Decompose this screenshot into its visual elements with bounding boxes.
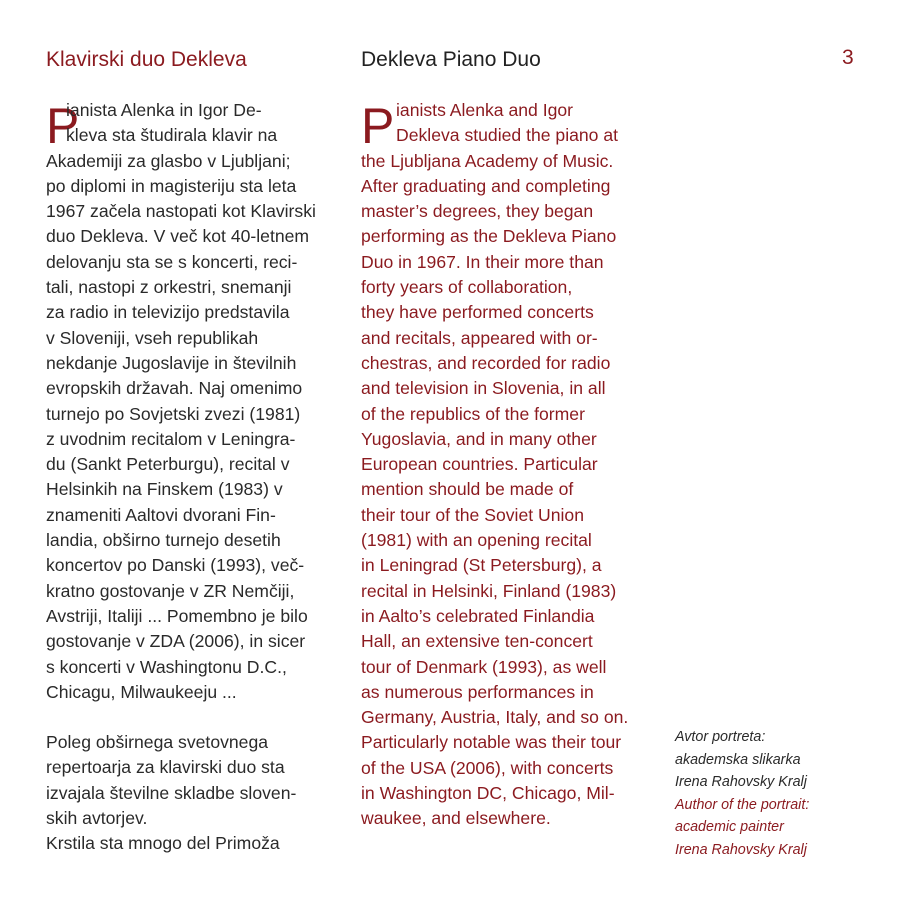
text-line: Avstriji, Italiji ... Pomembno je bilo	[46, 605, 308, 626]
title-english: Dekleva Piano Duo	[361, 48, 541, 71]
text-line: the Ljubljana Academy of Music.	[361, 150, 614, 171]
text-line: forty years of collaboration,	[361, 277, 573, 298]
text-line: po diplomi in magisteriju sta leta	[46, 175, 297, 196]
text-line: Poleg obširnega svetovnega	[46, 732, 269, 753]
slovene-column	[46, 98, 316, 857]
page-number: 3	[842, 46, 854, 69]
text-line: Hall, an extensive ten-concert	[361, 631, 593, 652]
text-line: European countries. Particular	[361, 454, 598, 475]
caption-line-en: academic painter	[675, 819, 784, 835]
text-line: chestras, and recorded for radio	[361, 352, 611, 373]
paragraph-gap	[46, 705, 316, 730]
text-line: they have performed concerts	[361, 302, 594, 323]
caption-line-en: Irena Rahovsky Kralj	[675, 841, 807, 858]
text-line: tali, nastopi z orkestri, snemanji	[46, 277, 292, 298]
text-line: repertoarja za klavirski duo sta	[46, 757, 285, 778]
text-line: and recitals, appeared with or-	[361, 327, 598, 348]
text-line: Dekleva studied the piano at	[396, 125, 619, 146]
text-line: master’s degrees, they began	[361, 201, 594, 222]
text-line: in Washington DC, Chicago, Mil-	[361, 783, 615, 804]
text-line: ianista Alenka in Igor De-	[66, 100, 262, 120]
text-line: Akademiji za glasbo v Ljubljani;	[46, 150, 291, 171]
text-line: tour of Denmark (1993), as well	[361, 656, 607, 677]
text-line: and television in Slovenia, in all	[361, 378, 606, 399]
text-line: of the USA (2006), with concerts	[361, 757, 614, 778]
text-line: landia, obširno turnejo desetih	[46, 530, 281, 551]
text-line: evropskih državah. Naj omenimo	[46, 378, 303, 399]
caption-line-sl: Avtor portreta:	[675, 729, 766, 745]
text-line: skih avtorjev.	[46, 808, 148, 829]
text-line: Yugoslavia, and in many other	[361, 428, 597, 449]
portrait-caption	[675, 726, 809, 861]
text-line: mention should be made of	[361, 479, 574, 500]
text-line: recital in Helsinki, Finland (1983)	[361, 580, 617, 601]
text-line: Particularly notable was their tour	[361, 732, 622, 753]
text-line: waukee, and elsewhere.	[361, 808, 551, 829]
caption-line-sl: Irena Rahovsky Kralj	[675, 774, 807, 790]
text-line: their tour of the Soviet Union	[361, 504, 584, 525]
drop-cap-slovene: P	[46, 98, 80, 154]
text-line: znameniti Aaltovi dvorani Fin-	[46, 504, 276, 525]
text-line: Germany, Austria, Italy, and so on.	[361, 707, 629, 728]
text-line: After graduating and completing	[361, 175, 611, 196]
text-line: Krstila sta mnogo del Primoža	[46, 833, 280, 854]
text-line: Chicagu, Milwaukeeju ...	[46, 681, 237, 702]
text-line: gostovanje v ZDA (2006), in sicer	[46, 631, 306, 652]
text-line: as numerous performances in	[361, 681, 594, 702]
text-line: v Sloveniji, vseh republikah	[46, 327, 259, 348]
slovene-paragraph-2	[46, 730, 316, 856]
text-line: (1981) with an opening recital	[361, 530, 592, 551]
caption-line-sl: akademska slikarka	[675, 751, 801, 768]
text-line: kratno gostovanje v ZR Nemčiji,	[46, 580, 295, 601]
text-line: koncertov po Danski (1993), več-	[46, 555, 305, 576]
text-line: Duo in 1967. In their more than	[361, 251, 604, 272]
text-line: s koncerti v Washingtonu D.C.,	[46, 656, 287, 677]
text-line: z uvodnim recitalom v Leningra-	[46, 428, 296, 449]
text-line: izvajala številne skladbe sloven-	[46, 782, 297, 803]
drop-cap-english: P	[361, 98, 395, 154]
text-line: turnejo po Sovjetski zvezi (1981)	[46, 403, 301, 424]
text-line: ianists Alenka and Igor	[396, 100, 574, 120]
slovene-paragraph-1	[46, 98, 316, 705]
text-line: za radio in televizijo predstavila	[46, 302, 290, 323]
text-line: duo Dekleva. V več kot 40-letnem	[46, 226, 310, 247]
text-line: kleva sta študirala klavir na	[66, 125, 278, 146]
text-line: performing as the Dekleva Piano	[361, 226, 617, 247]
english-column	[361, 98, 628, 832]
text-line: in Leningrad (St Petersburg), a	[361, 555, 602, 576]
title-slovene: Klavirski duo Dekleva	[46, 48, 247, 71]
text-line: in Aalto’s celebrated Finlandia	[361, 605, 595, 626]
caption-line-en: Author of the portrait:	[675, 796, 810, 813]
text-line: Helsinkih na Finskem (1983) v	[46, 479, 283, 500]
text-line: delovanju sta se s koncerti, reci-	[46, 251, 298, 272]
text-line: of the republics of the former	[361, 403, 585, 424]
text-line: nekdanje Jugoslavije in številnih	[46, 352, 297, 373]
text-line: 1967 začela nastopati kot Klavirski	[46, 201, 316, 222]
text-line: du (Sankt Peterburgu), recital v	[46, 454, 290, 475]
